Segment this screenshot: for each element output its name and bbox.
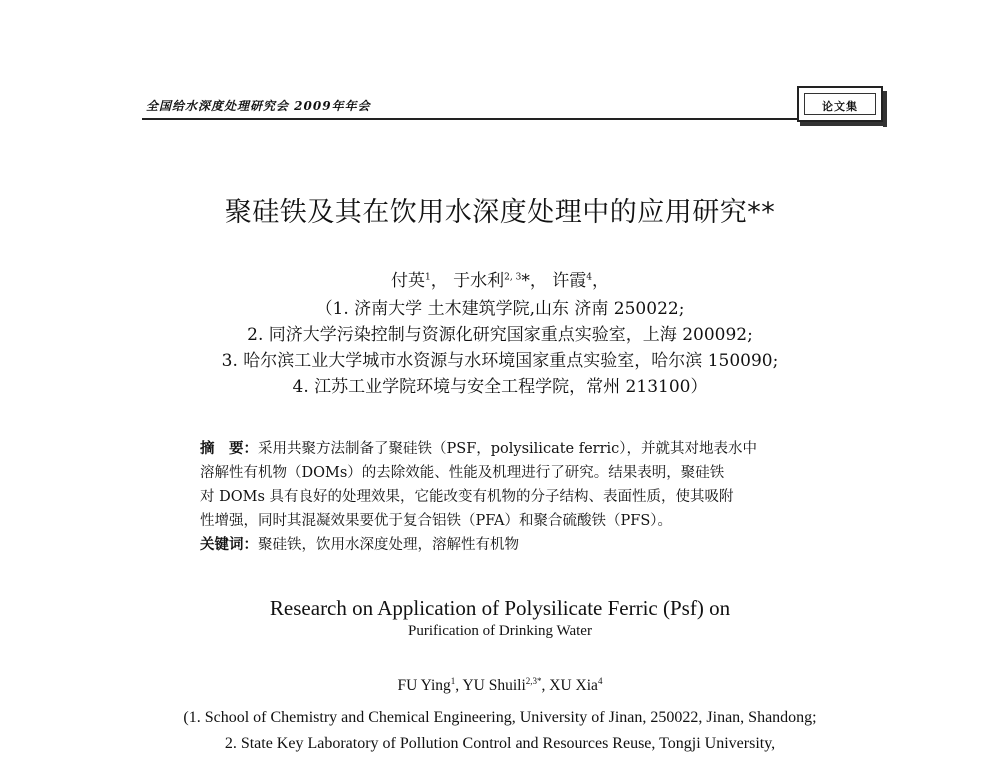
author-name: FU Ying	[397, 677, 451, 694]
affiliation-line: (1. School of Chemistry and Chemical Engineering, University of Jinan, 250022, Jinan, Shandong;	[183, 709, 817, 726]
english-subtitle: Purification of Drinking Water	[408, 623, 592, 639]
abstract-line	[200, 437, 840, 461]
affiliation-line: 4. 江苏工业学院环境与安全工程学院，常州 213100）	[292, 377, 708, 397]
author-separator: ,	[541, 677, 550, 694]
keywords-label: 关键词：	[200, 537, 258, 553]
author-list	[0, 266, 1000, 291]
author-affil-sup: 1	[450, 675, 456, 686]
abstract-line: 性增强，同时其混凝效果要优于复合铝铁（PFA）和聚合硫酸铁（PFS）。	[200, 513, 673, 529]
author-separator: ，	[430, 271, 448, 291]
abstract-label: 摘 要：	[200, 441, 258, 457]
header-rule	[142, 118, 797, 120]
journal-name: 全国给水深度处理研究会 2009年年会	[146, 99, 371, 113]
author-affil-sup: 2, 3	[504, 272, 522, 283]
affiliation-line: 2. State Key Laboratory of Pollution Control and Resources Reuse, Tongji University,	[224, 735, 776, 752]
corresponding-mark: *	[521, 271, 530, 291]
english-affiliation-list	[0, 705, 1000, 757]
author-affil-sup: 4	[586, 272, 592, 283]
badge-shadow	[800, 122, 886, 126]
keywords-text: 聚硅铁，饮用水深度处理，溶解性有机物	[258, 537, 519, 553]
abstract-line: 溶解性有机物（DOMs）的去除效能、性能及机理进行了研究。结果表明，聚硅铁	[200, 465, 725, 481]
author-name: 付英	[391, 271, 426, 291]
paper-title: 聚硅铁及其在饮用水深度处理中的应用研究**	[224, 197, 776, 228]
collection-badge	[797, 86, 883, 122]
author-name: YU Shuili	[462, 677, 526, 694]
author-name: 于水利	[453, 271, 505, 291]
abstract-block	[200, 437, 840, 557]
abstract-text: 采用共聚方法制备了聚硅铁（PSF，polysilicate ferric），并就其对地表水中	[258, 441, 758, 457]
affiliation-line: 3. 哈尔滨工业大学城市水资源与水环境国家重点实验室，哈尔滨 150090;	[221, 351, 779, 371]
affiliation-line: （1. 济南大学 土木建筑学院,山东 济南 250022;	[315, 299, 685, 319]
author-separator: ,	[455, 677, 463, 694]
keywords-line	[200, 533, 840, 557]
author-name: 许霞	[552, 271, 587, 291]
abstract-line: 对 DOMs 具有良好的处理效果，它能改变有机物的分子结构、表面性质，使其吸附	[200, 489, 734, 505]
author-separator: ，	[591, 271, 609, 291]
affiliation-list	[0, 296, 1000, 400]
badge-label: 论文集	[822, 100, 858, 113]
affiliation-line: 2. 同济大学污染控制与资源化研究国家重点实验室，上海 200092;	[247, 325, 753, 345]
author-name: XU Xia	[549, 677, 598, 694]
author-affil-sup: 4	[597, 675, 603, 686]
author-affil-sup: 2,3*	[525, 675, 542, 686]
author-affil-sup: 1	[425, 272, 431, 283]
english-author-list	[0, 677, 1000, 695]
english-title: Research on Application of Polysilicate Ferric (Psf) on	[269, 596, 731, 620]
author-separator: ，	[529, 271, 547, 291]
